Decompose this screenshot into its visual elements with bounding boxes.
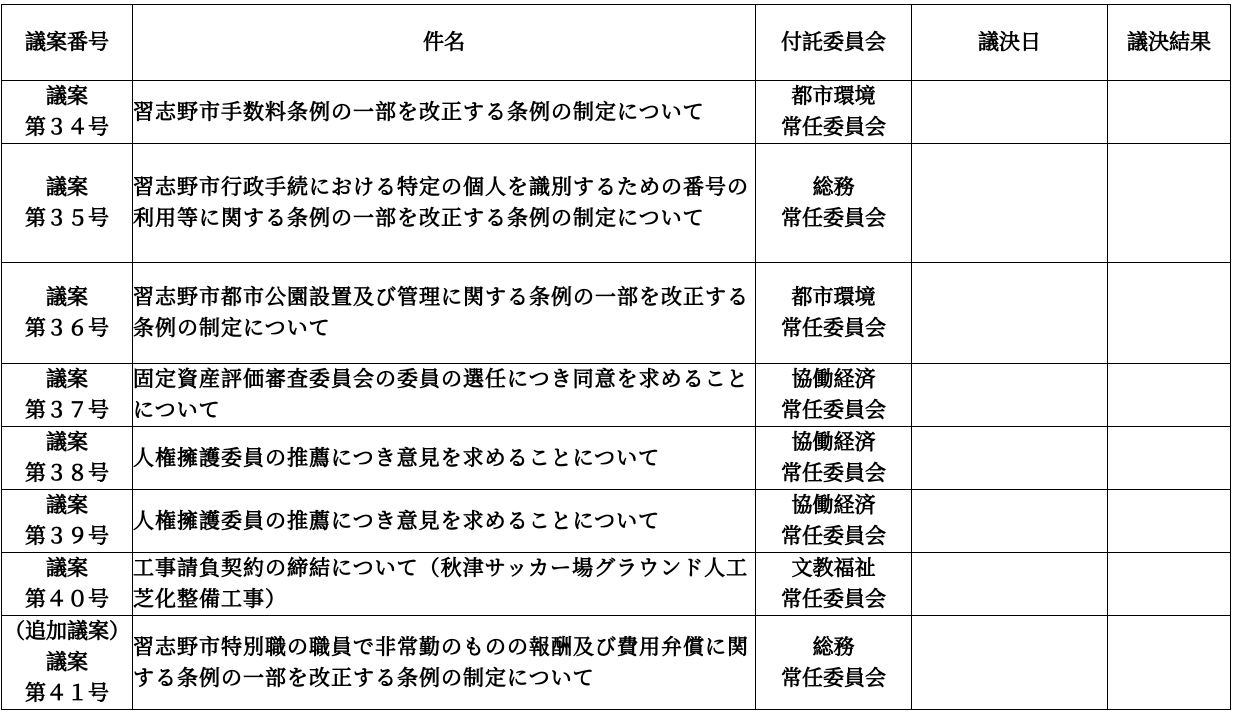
committee: 総務 常任委員会	[756, 616, 912, 710]
decision-date	[912, 263, 1108, 364]
committee: 文教福祉 常任委員会	[756, 553, 912, 616]
decision-result	[1108, 427, 1231, 490]
table-row	[2, 263, 1231, 364]
decision-date	[912, 81, 1108, 144]
bill-title: 習志野市手数料条例の一部を改正する条例の制定について	[133, 81, 756, 144]
table-row	[2, 553, 1231, 616]
header-row	[2, 5, 1231, 81]
bill-number: 議案 第３８号	[2, 427, 133, 490]
decision-result	[1108, 616, 1231, 710]
table-row	[2, 490, 1231, 553]
committee: 協働経済 常任委員会	[756, 364, 912, 427]
decision-result	[1108, 553, 1231, 616]
decision-date	[912, 364, 1108, 427]
bill-title: 習志野市都市公園設置及び管理に関する条例の一部を改正する条例の制定について	[133, 263, 756, 364]
decision-date	[912, 144, 1108, 263]
table-row	[2, 616, 1231, 710]
decision-date	[912, 553, 1108, 616]
bills-table	[1, 4, 1231, 710]
bill-number: 議案 第３７号	[2, 364, 133, 427]
bill-number: （追加議案） 議案 第４１号	[2, 616, 133, 710]
bill-title: 習志野市行政手続における特定の個人を識別するための番号の利用等に関する条例の一部を改正する条例の制定について	[133, 144, 756, 263]
table-row	[2, 144, 1231, 263]
decision-date	[912, 616, 1108, 710]
bill-number: 議案 第３５号	[2, 144, 133, 263]
decision-result	[1108, 263, 1231, 364]
decision-result	[1108, 144, 1231, 263]
bill-number: 議案 第３４号	[2, 81, 133, 144]
committee: 協働経済 常任委員会	[756, 427, 912, 490]
table-row	[2, 81, 1231, 144]
table-row	[2, 427, 1231, 490]
committee: 総務 常任委員会	[756, 144, 912, 263]
bill-title: 習志野市特別職の職員で非常勤のものの報酬及び費用弁償に関する条例の一部を改正する条例の制定について	[133, 616, 756, 710]
decision-date	[912, 490, 1108, 553]
bill-title: 固定資産評価審査委員会の委員の選任につき同意を求めることについて	[133, 364, 756, 427]
bill-number: 議案 第４０号	[2, 553, 133, 616]
header-bill-number: 議案番号	[2, 5, 133, 81]
decision-result	[1108, 490, 1231, 553]
bill-title: 人権擁護委員の推薦につき意見を求めることについて	[133, 490, 756, 553]
bill-number: 議案 第３６号	[2, 263, 133, 364]
bill-number: 議案 第３９号	[2, 490, 133, 553]
bill-title: 人権擁護委員の推薦につき意見を求めることについて	[133, 427, 756, 490]
bill-title: 工事請負契約の締結について（秋津サッカー場グラウンド人工芝化整備工事）	[133, 553, 756, 616]
table-row	[2, 364, 1231, 427]
committee: 協働経済 常任委員会	[756, 490, 912, 553]
decision-result	[1108, 364, 1231, 427]
committee: 都市環境 常任委員会	[756, 81, 912, 144]
header-title: 件名	[133, 5, 756, 81]
header-decision-result: 議決結果	[1108, 5, 1231, 81]
decision-result	[1108, 81, 1231, 144]
header-committee: 付託委員会	[756, 5, 912, 81]
committee: 都市環境 常任委員会	[756, 263, 912, 364]
header-decision-date: 議決日	[912, 5, 1108, 81]
decision-date	[912, 427, 1108, 490]
